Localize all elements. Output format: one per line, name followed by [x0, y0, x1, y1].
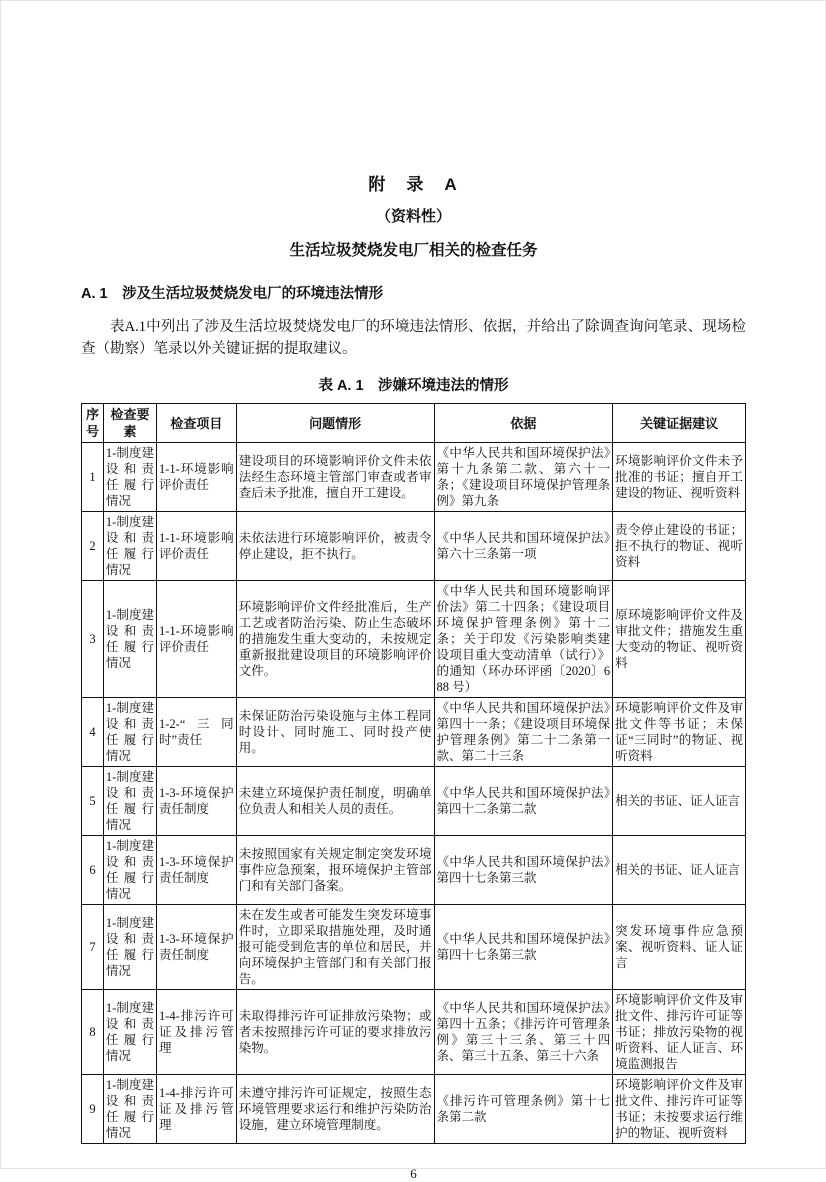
document-title: 生活垃圾焚烧发电厂相关的检查任务 [289, 242, 538, 259]
table-row [82, 1075, 746, 1144]
table-caption: 表 A. 1 涉嫌环境违法的情形 [318, 378, 509, 394]
key-evidence-cell: 环境影响评价文件及审批文件、排污许可证等书证；未按要求运行维护的物证、视听资料 [613, 1075, 746, 1144]
legal-basis-cell: 《中华人民共和国环境保护法》第四十二条第二款 [434, 767, 613, 836]
table-row [82, 905, 746, 990]
check-element-cell: 1-制度建设和责任履行情况 [103, 990, 156, 1075]
table-row [82, 990, 746, 1075]
legal-basis-cell: 《中华人民共和国环境保护法》第十九条第二款、第六十一条；《建设项目环境保护管理条例》第九条 [434, 443, 613, 512]
problem-situation-cell: 未取得排污许可证排放污染物；或者未按照排污许可证的要求排放污染物。 [236, 990, 434, 1075]
row-number: 6 [82, 836, 104, 905]
problem-situation-cell: 未在发生或者可能发生突发环境事件时，立即采取措施处理，及时通报可能受到危害的单位和居民，并向环境保护主管部门和有关部门报告。 [236, 905, 434, 990]
violations-table [81, 403, 746, 1144]
column-header: 依据 [434, 404, 613, 443]
problem-situation-cell: 未建立环境保护责任制度，明确单位负责人和相关人员的责任。 [236, 767, 434, 836]
row-number: 9 [82, 1075, 104, 1144]
table-header-row [82, 404, 746, 443]
check-element-cell: 1-制度建设和责任履行情况 [103, 836, 156, 905]
check-element-cell: 1-制度建设和责任履行情况 [103, 698, 156, 767]
problem-situation-cell: 建设项目的环境影响评价文件未依法经生态环境主管部门审查或者审查后未予批准，擅自开工建设。 [236, 443, 434, 512]
check-item-cell: 1-2-“三同时”责任 [157, 698, 237, 767]
table-row [82, 581, 746, 698]
key-evidence-cell: 相关的书证、证人证言 [613, 767, 746, 836]
problem-situation-cell: 未保证防治污染设施与主体工程同时设计、同时施工、同时投产使用。 [236, 698, 434, 767]
legal-basis-cell: 《中华人民共和国环境保护法》第四十五条；《排污许可管理条例》第三十三条、第三十四条、第三十五条、第三十六条 [434, 990, 613, 1075]
check-item-cell: 1-4-排污许可证及排污管理 [157, 1075, 237, 1144]
row-number: 5 [82, 767, 104, 836]
check-item-cell: 1-3-环境保护责任制度 [157, 836, 237, 905]
key-evidence-cell: 突发环境事件应急预案、视听资料、证人证言 [613, 905, 746, 990]
check-element-cell: 1-制度建设和责任履行情况 [103, 767, 156, 836]
problem-situation-cell: 环境影响评价文件经批准后，生产工艺或者防治污染、防止生态破坏的措施发生重大变动的，未按规定重新报批建设项目的环境影响评价文件。 [236, 581, 434, 698]
check-element-cell: 1-制度建设和责任履行情况 [103, 512, 156, 581]
problem-situation-cell: 未按照国家有关规定制定突发环境事件应急预案，报环境保护主管部门和有关部门备案。 [236, 836, 434, 905]
table-row [82, 512, 746, 581]
key-evidence-cell: 原环境影响评价文件及审批文件；措施发生重大变动的物证、视听资料 [613, 581, 746, 698]
check-element-cell: 1-制度建设和责任履行情况 [103, 581, 156, 698]
problem-situation-cell: 未依法进行环境影响评价，被责令停止建设，拒不执行。 [236, 512, 434, 581]
page-number: 6 [410, 1166, 417, 1181]
appendix-title: 附 录 A [368, 175, 459, 194]
row-number: 1 [82, 443, 104, 512]
key-evidence-cell: 环境影响评价文件及审批文件、排污许可证等书证；排放污染物的视听资料、证人证言、环境监测报告 [613, 990, 746, 1075]
column-header: 问题情形 [236, 404, 434, 443]
table-row [82, 767, 746, 836]
column-header: 关键证据建议 [613, 404, 746, 443]
column-header: 序号 [82, 404, 104, 443]
row-number: 2 [82, 512, 104, 581]
check-item-cell: 1-3-环境保护责任制度 [157, 767, 237, 836]
table-body [82, 443, 746, 1144]
legal-basis-cell: 《中华人民共和国环境保护法》第六十三条第一项 [434, 512, 613, 581]
key-evidence-cell: 环境影响评价文件未予批准的书证；擅自开工建设的物证、视听资料 [613, 443, 746, 512]
check-item-cell: 1-3-环境保护责任制度 [157, 905, 237, 990]
check-element-cell: 1-制度建设和责任履行情况 [103, 1075, 156, 1144]
intro-paragraph: 表A.1中列出了涉及生活垃圾焚烧发电厂的环境违法情形、依据，并给出了除调查询问笔录、现场检查（勘察）笔录以外关键证据的提取建议。 [81, 319, 746, 357]
table-row [82, 698, 746, 767]
check-item-cell: 1-4-排污许可证及排污管理 [157, 990, 237, 1075]
legal-basis-cell: 《中华人民共和国环境保护法》第四十一条；《建设项目环境保护管理条例》第二十二条第一款、第二十三条 [434, 698, 613, 767]
row-number: 8 [82, 990, 104, 1075]
column-header: 检查要素 [103, 404, 156, 443]
column-header: 检查项目 [157, 404, 237, 443]
legal-basis-cell: 《中华人民共和国环境保护法》第四十七条第三款 [434, 905, 613, 990]
key-evidence-cell: 环境影响评价文件及审批文件等书证；未保证“三同时”的物证、视听资料 [613, 698, 746, 767]
check-item-cell: 1-1-环境影响评价责任 [157, 512, 237, 581]
row-number: 7 [82, 905, 104, 990]
row-number: 4 [82, 698, 104, 767]
legal-basis-cell: 《排污许可管理条例》第十七条第二款 [434, 1075, 613, 1144]
key-evidence-cell: 责令停止建设的书证；拒不执行的物证、视听资料 [613, 512, 746, 581]
section-heading: A. 1 涉及生活垃圾焚烧发电厂的环境违法情形 [81, 286, 384, 302]
problem-situation-cell: 未遵守排污许可证规定，按照生态环境管理要求运行和维护污染防治设施，建立环境管理制度。 [236, 1075, 434, 1144]
check-element-cell: 1-制度建设和责任履行情况 [103, 905, 156, 990]
legal-basis-cell: 《中华人民共和国环境保护法》第四十七条第三款 [434, 836, 613, 905]
key-evidence-cell: 相关的书证、证人证言 [613, 836, 746, 905]
check-element-cell: 1-制度建设和责任履行情况 [103, 443, 156, 512]
check-item-cell: 1-1-环境影响评价责任 [157, 581, 237, 698]
table-row [82, 836, 746, 905]
table-row [82, 443, 746, 512]
check-item-cell: 1-1-环境影响评价责任 [157, 443, 237, 512]
legal-basis-cell: 《中华人民共和国环境影响评价法》第二十四条；《建设项目环境保护管理条例》第十二条；关于印发《污染影响类建设项目重大变动清单（试行）》的通知（环办环评函〔2020〕688 号） [434, 581, 613, 698]
appendix-note: （资料性） [375, 208, 451, 225]
row-number: 3 [82, 581, 104, 698]
